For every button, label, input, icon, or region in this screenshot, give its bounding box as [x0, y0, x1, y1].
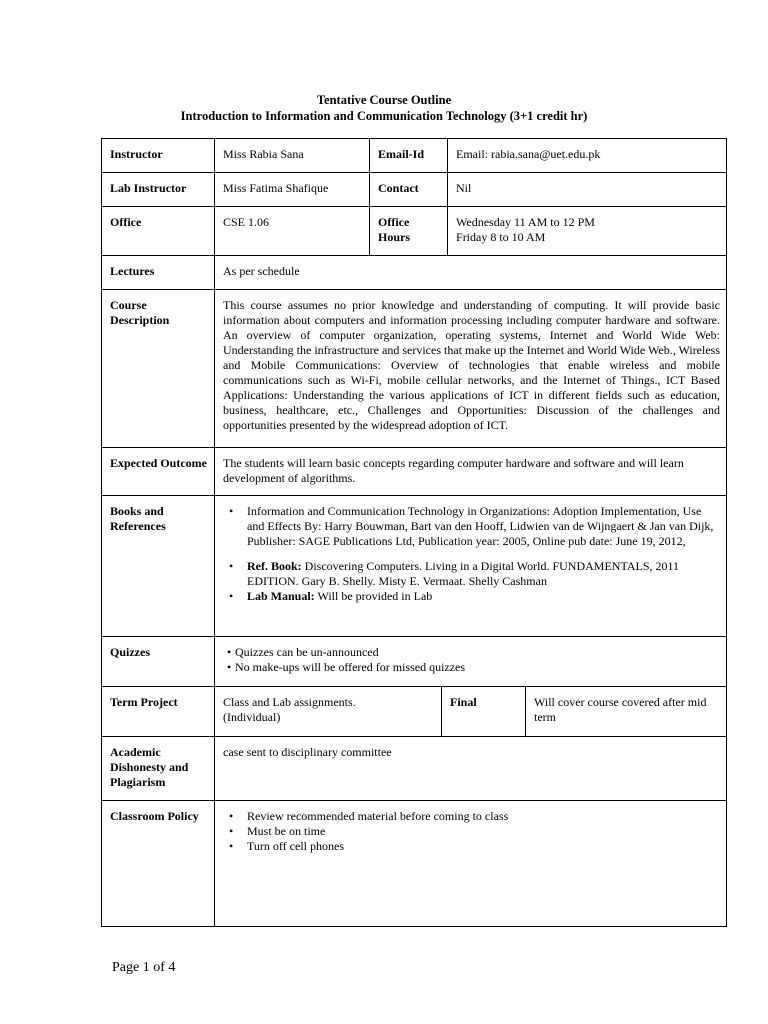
office-hours-line1: Wednesday 11 AM to 12 PM — [456, 215, 595, 229]
row-expected-outcome — [102, 448, 727, 496]
classroom-policy-value — [215, 801, 727, 927]
academic-label-line3: Plagiarism — [110, 775, 166, 789]
ref-book-text: Discovering Computers. Living in a Digital World. FUNDAMENTALS, 2011 EDITION. Gary B. Shelly. Misty E. Vermaat. Shelly Cashman — [247, 559, 680, 588]
policy-item-3: • Turn off cell phones — [223, 839, 720, 854]
lectures-value: As per schedule — [215, 256, 727, 290]
final-value: Will cover course covered after mid term — [526, 687, 727, 737]
document-subtitle: Introduction to Information and Communication Technology (3+1 credit hr) — [180, 109, 588, 123]
office-value: CSE 1.06 — [215, 207, 370, 256]
expected-outcome-value: The students will learn basic concepts regarding computer hardware and software and will learn development of algorithms. — [215, 448, 727, 496]
course-description-value: This course assumes no prior knowledge and understanding of computing. It will provide basic information about computers and information processing including computer hardware and software. An overview of computer organization, operating systems, Internet and World Wide Web: Understanding the infrastructure and services that make up the Internet and World Wide Web., Wireless and Mobile Communications: Overview of technologies that enable wireless and mobile communications such as Wi-Fi, mobile cellular networks, and the Internet of Things., ICT Based Applications: Understanding the various applications of ICT in different fields such as education, business, healthcare, etc., Challenges and Opportunities: Discussion of the challenges and opportunities presented by the widespread adoption of ICT. — [215, 290, 727, 448]
course-description-label-line2: Description — [110, 313, 170, 327]
row-classroom-policy — [102, 801, 727, 927]
office-hours-label-line2: Hours — [378, 230, 411, 244]
quizzes-list — [223, 645, 720, 675]
page-number: Page 1 of 4 — [112, 960, 176, 975]
policy-item-2: • Must be on time — [223, 824, 720, 839]
lab-instructor-label: Lab Instructor — [102, 173, 215, 207]
office-hours-value — [448, 207, 727, 256]
term-project-line1: Class and Lab assignments. — [223, 695, 356, 709]
academic-label — [102, 737, 215, 801]
office-label: Office — [102, 207, 215, 256]
row-term-project — [102, 687, 727, 737]
instructor-label: Instructor — [102, 139, 215, 173]
instructor-value: Miss Rabia Sana — [215, 139, 370, 173]
document-title: Tentative Course Outline — [316, 93, 452, 107]
quiz-item-2: • No make-ups will be offered for missed quizzes — [223, 660, 720, 675]
email-value: Email: rabia.sana@uet.edu.pk — [448, 139, 727, 173]
academic-label-line2: Dishonesty and — [110, 760, 189, 774]
email-label: Email-Id — [370, 139, 448, 173]
books-label-line1: Books and — [110, 504, 164, 518]
term-project-line2: (Individual) — [223, 710, 281, 724]
lab-instructor-value: Miss Fatima Shafique — [215, 173, 370, 207]
final-label: Final — [442, 687, 526, 737]
course-outline-table — [101, 138, 727, 927]
lab-manual-label: Lab Manual: — [247, 589, 315, 603]
term-project-value — [215, 687, 442, 737]
row-office — [102, 207, 727, 256]
book-item-2 — [223, 559, 720, 589]
quizzes-value — [215, 637, 727, 687]
contact-label: Contact — [370, 173, 448, 207]
row-academic-dishonesty — [102, 737, 727, 801]
row-quizzes — [102, 637, 727, 687]
row-instructor — [102, 139, 727, 173]
books-list — [223, 504, 720, 604]
course-description-label — [102, 290, 215, 448]
term-project-label: Term Project — [102, 687, 215, 737]
lab-manual-text: Will be provided in Lab — [314, 589, 433, 603]
academic-value: case sent to disciplinary committee — [215, 737, 727, 801]
books-label — [102, 496, 215, 637]
contact-value: Nil — [448, 173, 727, 207]
books-label-line2: References — [110, 519, 166, 533]
row-lab-instructor — [102, 173, 727, 207]
office-hours-line2: Friday 8 to 10 AM — [456, 230, 546, 244]
office-hours-label-line1: Office — [378, 215, 410, 229]
quizzes-label: Quizzes — [102, 637, 215, 687]
row-books — [102, 496, 727, 637]
books-value — [215, 496, 727, 637]
ref-book-label: Ref. Book: — [247, 559, 302, 573]
academic-label-line1: Academic — [110, 745, 161, 759]
book-item-3 — [223, 589, 720, 604]
row-course-description — [102, 290, 727, 448]
document-header — [0, 92, 768, 124]
quiz-item-1: • Quizzes can be un-announced — [223, 645, 720, 660]
course-description-label-line1: Course — [110, 298, 147, 312]
classroom-policy-list — [223, 809, 720, 854]
row-lectures — [102, 256, 727, 290]
expected-outcome-label: Expected Outcome — [102, 448, 215, 496]
office-hours-label — [370, 207, 448, 256]
classroom-policy-label: Classroom Policy — [102, 801, 215, 927]
book-item-1: • Information and Communication Technology in Organizations: Adoption Implementation, Use and Effects By: Harry Bouwman, Bart van den Hooff, Lidwien van de Wijngaert & Jan van Dijk, Publisher: SAGE Publications Ltd, Publication year: 2005, Online pub date: June 19, 2012, — [223, 504, 720, 549]
lectures-label: Lectures — [102, 256, 215, 290]
policy-item-1: • Review recommended material before coming to class — [223, 809, 720, 824]
